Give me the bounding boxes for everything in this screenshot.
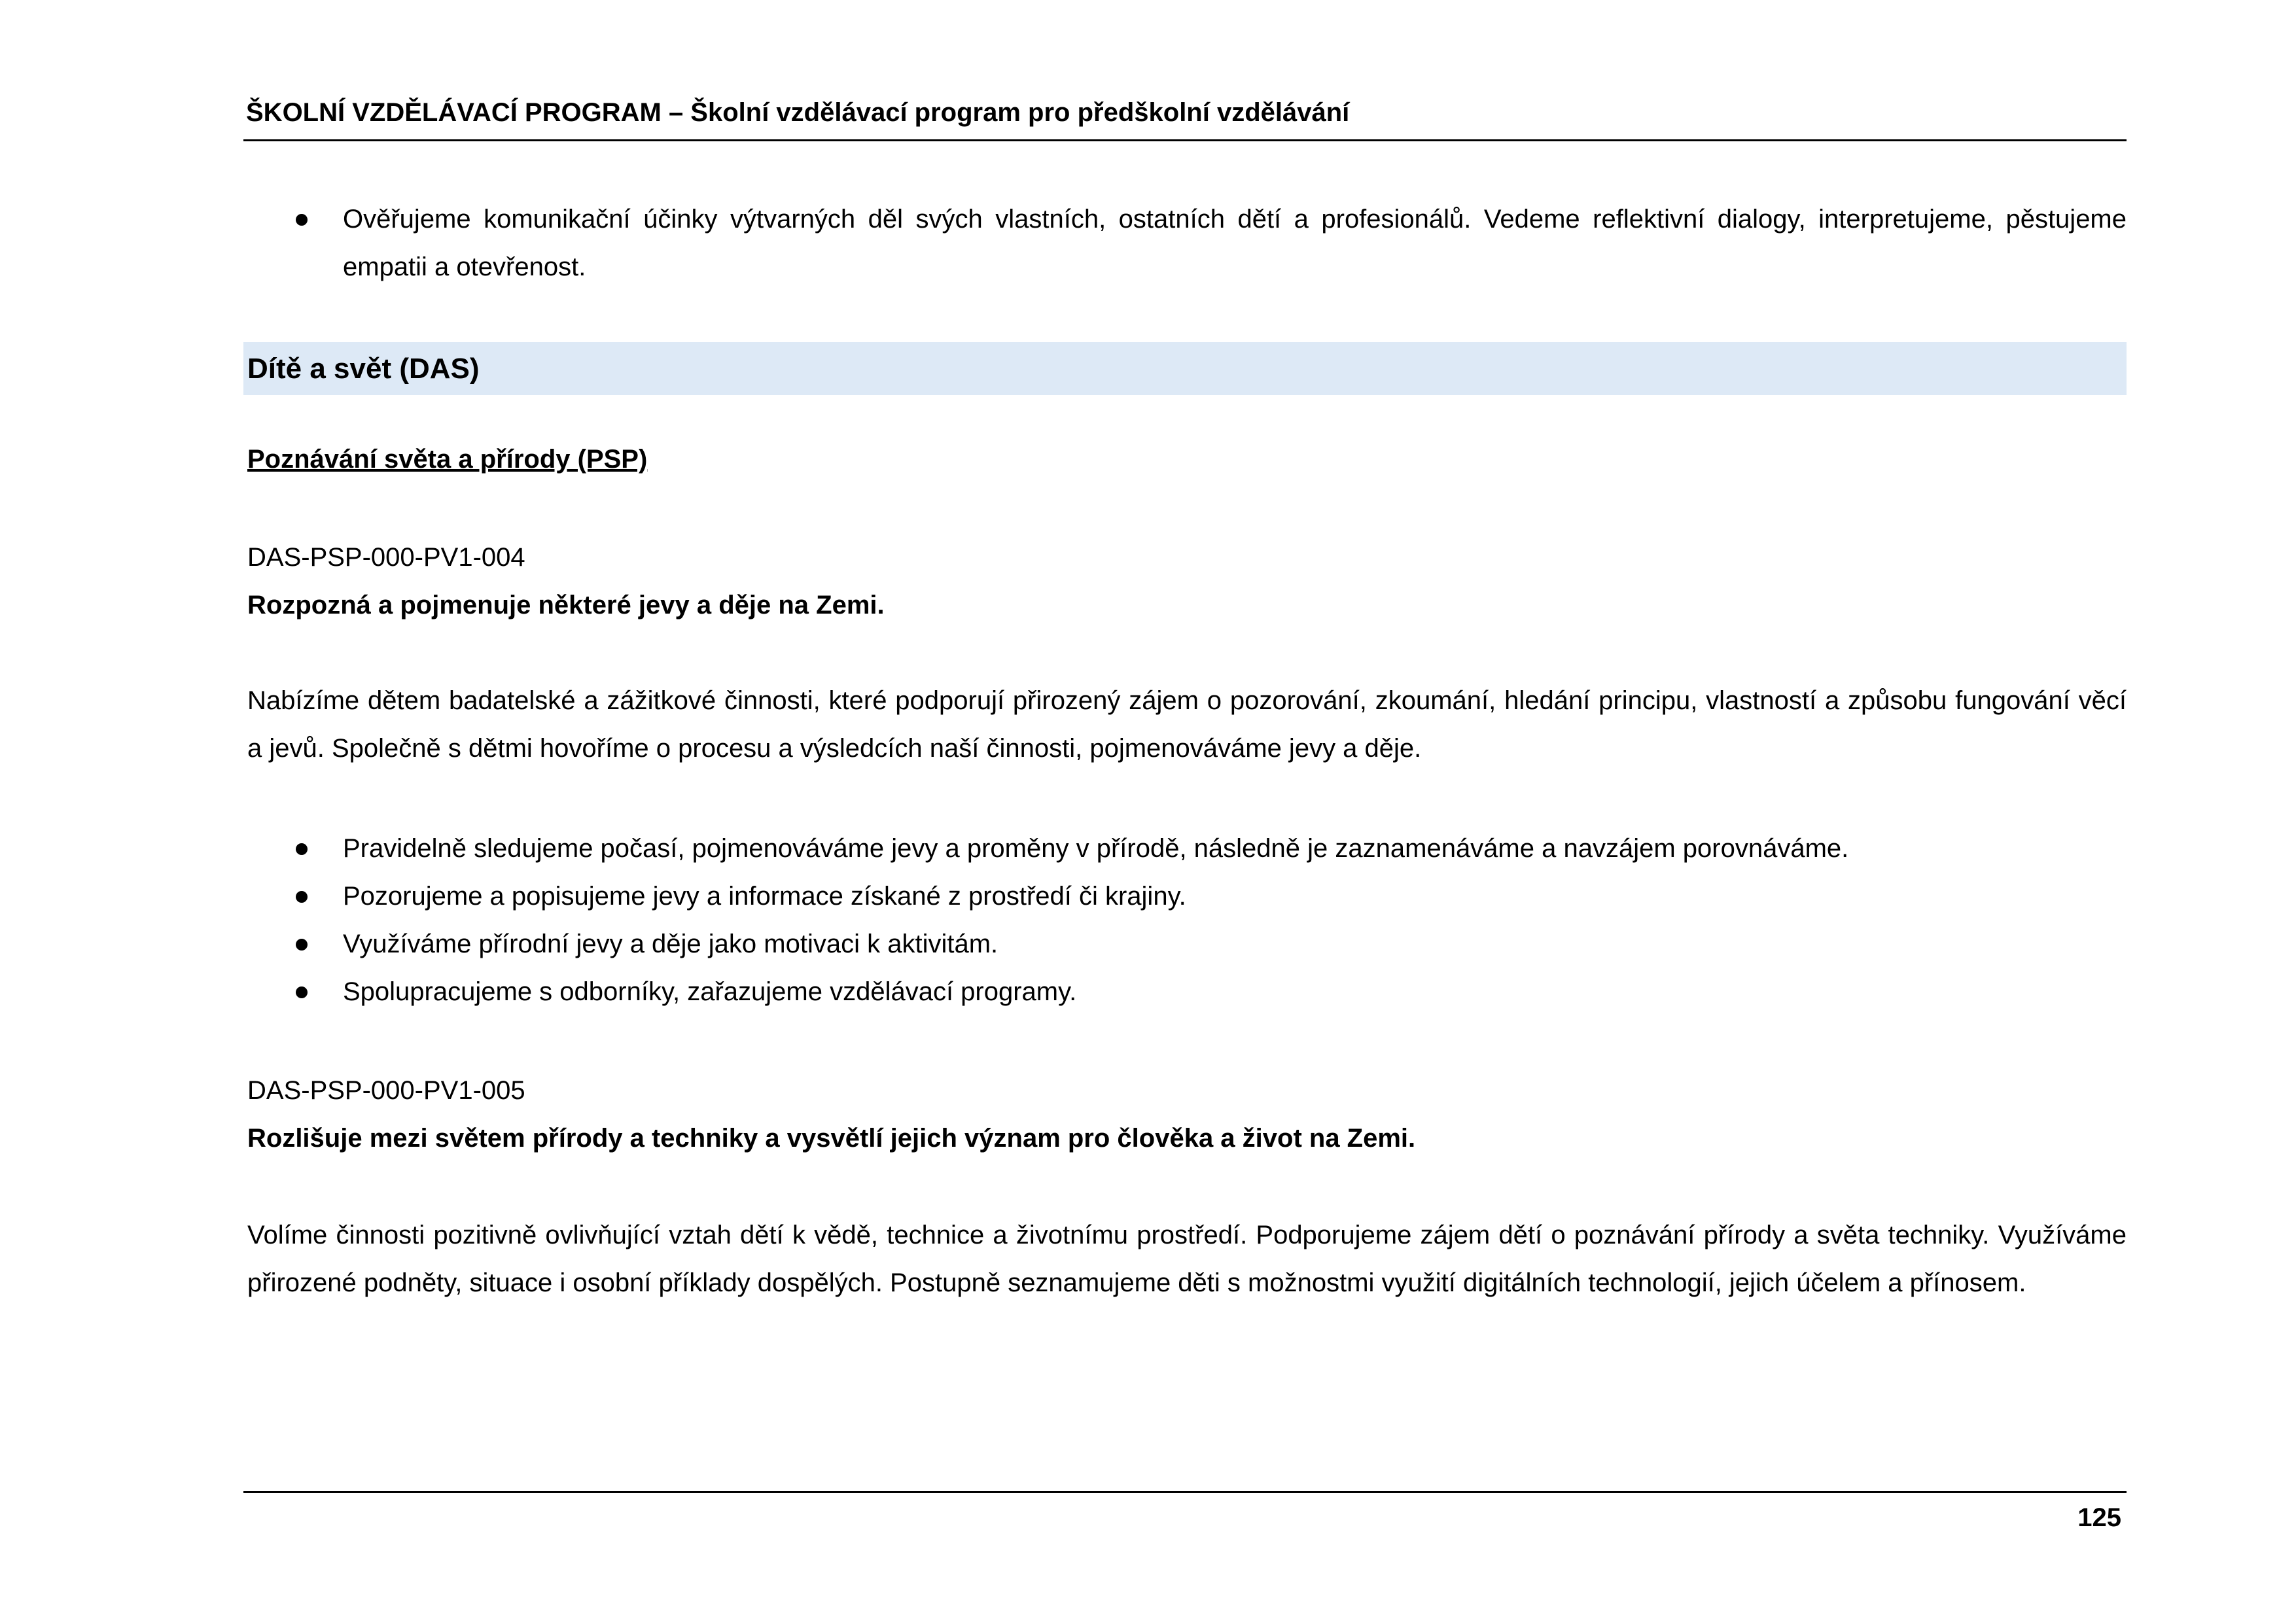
page-header: ŠKOLNÍ VZDĚLÁVACÍ PROGRAM – Školní vzdělávací program pro předškolní vzdělávání <box>246 98 1350 127</box>
list-item <box>243 873 2127 920</box>
list-item <box>243 825 2127 873</box>
goal-code: DAS-PSP-000-PV1-004 <box>247 543 525 572</box>
list-item <box>243 968 2127 1016</box>
subsection-title: Poznávání světa a přírody (PSP) <box>247 445 648 474</box>
list-item-text: Pravidelně sledujeme počasí, pojmenováváme jevy a proměny v přírodě, následně je zaznamenáváme a navzájem porovnáváme. <box>343 834 1849 863</box>
bullet-icon <box>296 891 308 903</box>
bullet-icon <box>296 214 308 226</box>
bullet-icon <box>296 843 308 855</box>
list-item-text: Využíváme přírodní jevy a děje jako motivaci k aktivitám. <box>343 930 998 958</box>
goal-bullet-list <box>243 825 2127 1016</box>
page-number: 125 <box>2077 1503 2121 1532</box>
list-item <box>243 196 2127 291</box>
goal-paragraph: Volíme činnosti pozitivně ovlivňující vztah dětí k vědě, technice a životnímu prostředí. Podporujeme zájem dětí o poznávání přírody a světa techniky. Využíváme přirozené podněty, situace i osobní příklady dospělých. Postupně seznamujeme děti s možnostmi využití digitálních technologií, jejich účelem a přínosem. <box>247 1221 2127 1297</box>
goal-title: Rozpozná a pojmenuje některé jevy a děje na Zemi. <box>247 591 885 620</box>
header-divider <box>243 139 2127 141</box>
list-item-text: Ověřujeme komunikační účinky výtvarných děl svých vlastních, ostatních dětí a profesionálů. Vedeme reflektivní dialogy, interpretujeme, pěstujeme empatii a otevřenost. <box>343 205 2127 281</box>
section-title: Dítě a svět (DAS) <box>247 353 480 385</box>
section-heading-band <box>243 342 2127 395</box>
bullet-icon <box>296 986 308 998</box>
intro-bullet-list <box>243 196 2127 291</box>
goal-code: DAS-PSP-000-PV1-005 <box>247 1076 525 1105</box>
list-item-text: Spolupracujeme s odborníky, zařazujeme vzdělávací programy. <box>343 977 1077 1006</box>
goal-title: Rozlišuje mezi světem přírody a techniky a vysvětlí jejich význam pro člověka a život na Zemi. <box>247 1124 1416 1153</box>
footer-divider <box>243 1491 2127 1493</box>
list-item <box>243 920 2127 968</box>
document-page <box>243 0 2127 1623</box>
bullet-icon <box>296 939 308 951</box>
list-item-text: Pozorujeme a popisujeme jevy a informace získané z prostředí či krajiny. <box>343 882 1186 911</box>
goal-paragraph: Nabízíme dětem badatelské a zážitkové činnosti, které podporují přirozený zájem o pozorování, zkoumání, hledání principu, vlastností a způsobu fungování věcí a jevů. Společně s dětmi hovoříme o procesu a výsledcích naší činnosti, pojmenováváme jevy a děje. <box>247 686 2127 763</box>
